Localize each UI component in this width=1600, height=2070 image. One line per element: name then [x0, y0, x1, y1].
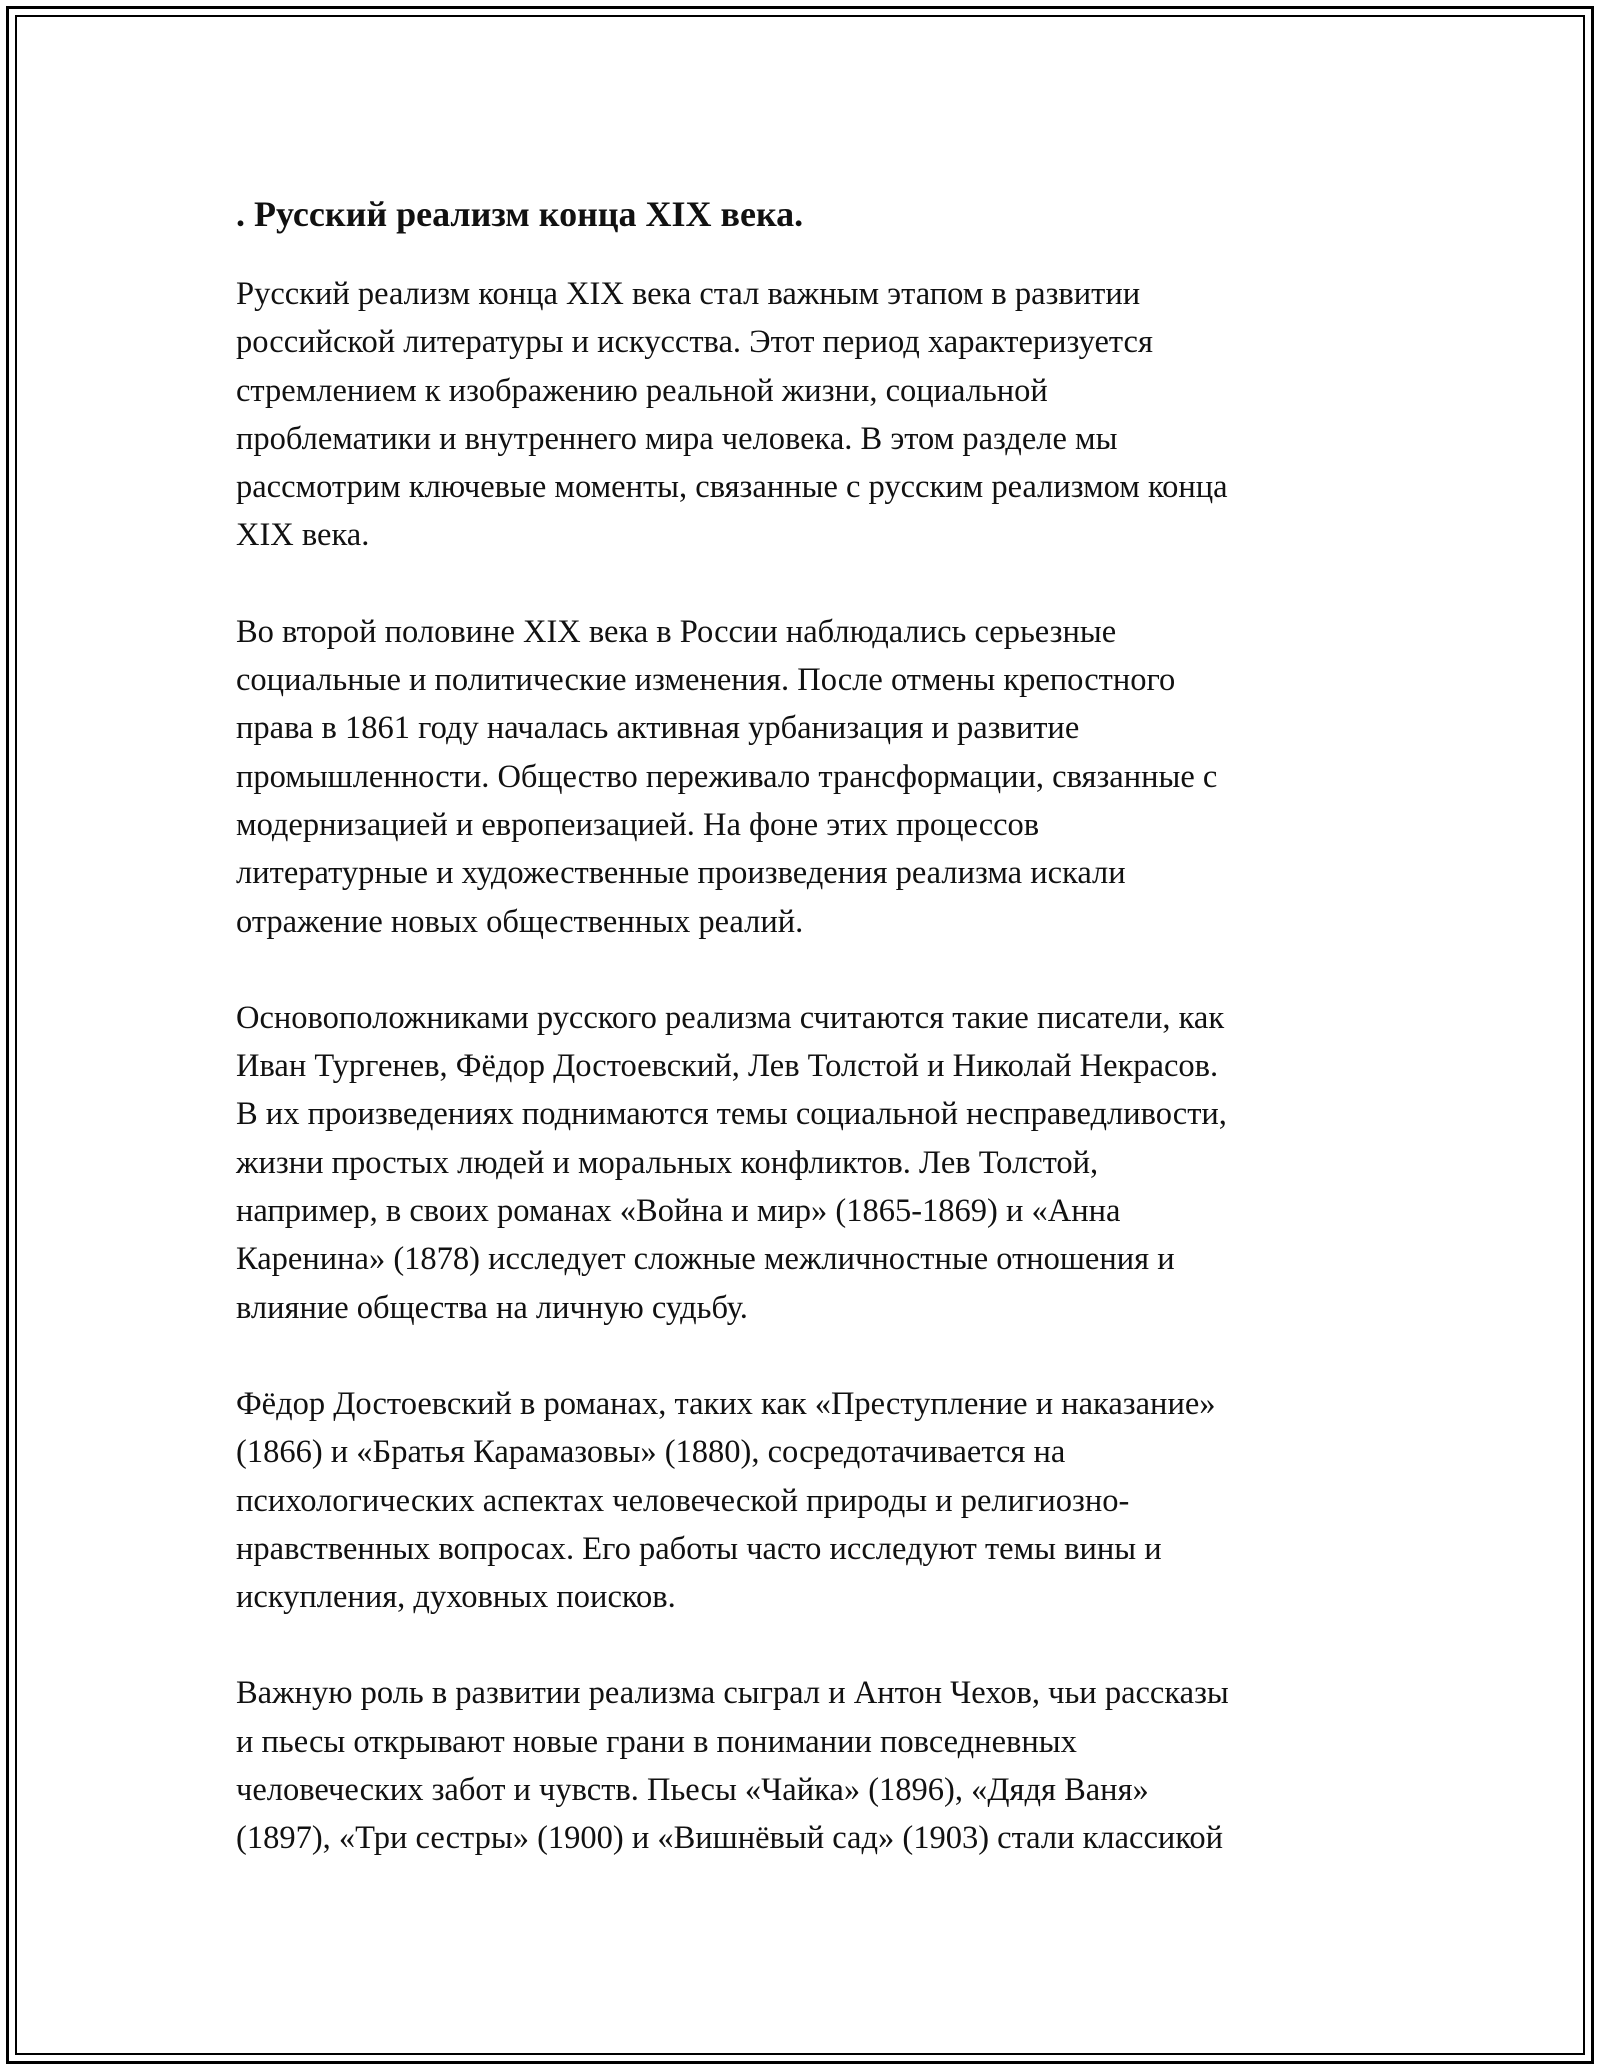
text-line: нравственных вопросах. Его работы часто исследуют темы вины и	[236, 1530, 1162, 1567]
text-line: социальные и политические изменения. После отмены крепостного	[236, 662, 1176, 699]
text-line: (1897), «Три сестры» (1900) и «Вишнёвый сад» (1903) стали классикой	[236, 1820, 1224, 1857]
paragraph-dostoevsky	[236, 1380, 1376, 1621]
text-line: Иван Тургенев, Фёдор Достоевский, Лев Толстой и Николай Некрасов.	[236, 1048, 1219, 1085]
text-line: проблематики и внутреннего мира человека. В этом разделе мы	[236, 420, 1118, 457]
paragraph-social-changes	[236, 608, 1376, 946]
paragraph-intro	[236, 270, 1376, 560]
text-line: Основоположниками русского реализма считаются такие писатели, как	[236, 999, 1225, 1036]
text-line: модернизацией и европеизацией. На фоне этих процессов	[236, 806, 1040, 843]
text-line: влияние общества на личную судьбу.	[236, 1289, 748, 1326]
text-line: человеческих забот и чувств. Пьесы «Чайка» (1896), «Дядя Ваня»	[236, 1772, 1149, 1809]
section-heading: . Русский реализм конца XIX века.	[236, 194, 804, 234]
text-line: Каренина» (1878) исследует сложные межличностные отношения и	[236, 1241, 1175, 1278]
text-line: жизни простых людей и моральных конфликтов. Лев Толстой,	[236, 1144, 1099, 1181]
text-line: рассмотрим ключевые моменты, связанные с русским реализмом конца	[236, 469, 1228, 506]
text-line: Важную роль в развитии реализма сыграл и Антон Чехов, чьи рассказы	[236, 1675, 1229, 1712]
text-line: литературные и художественные произведения реализма искали	[236, 855, 1126, 892]
text-line: Во второй половине XIX века в России наблюдались серьезные	[236, 613, 1117, 650]
text-line: промышленности. Общество переживало трансформации, связанные с	[236, 758, 1218, 795]
text-line: например, в своих романах «Война и мир» (1865-1869) и «Анна	[236, 1193, 1121, 1230]
text-line: Фёдор Достоевский в романах, таких как «Преступление и наказание»	[236, 1385, 1216, 1422]
paragraph-chekhov	[236, 1669, 1376, 1862]
text-line: XIX века.	[236, 517, 370, 554]
text-line: В их произведениях поднимаются темы социальной несправедливости,	[236, 1096, 1227, 1133]
text-line: стремлением к изображению реальной жизни, социальной	[236, 372, 1048, 409]
text-line: психологических аспектах человеческой природы и религиозно-	[236, 1482, 1130, 1519]
text-line: права в 1861 году началась активная урбанизация и развитие	[236, 710, 1080, 747]
text-line: российской литературы и искусства. Этот период характеризуется	[236, 324, 1153, 361]
document-body	[236, 188, 1376, 1911]
text-line: и пьесы открывают новые грани в понимании повседневных	[236, 1723, 1077, 1760]
text-line: Русский реализм конца XIX века стал важным этапом в развитии	[236, 276, 1141, 312]
paragraph-founders	[236, 994, 1376, 1332]
text-line: (1866) и «Братья Карамазовы» (1880), сосредотачивается на	[236, 1434, 1066, 1471]
text-line: отражение новых общественных реалий.	[236, 903, 804, 940]
text-line: искупления, духовных поисков.	[236, 1579, 676, 1616]
